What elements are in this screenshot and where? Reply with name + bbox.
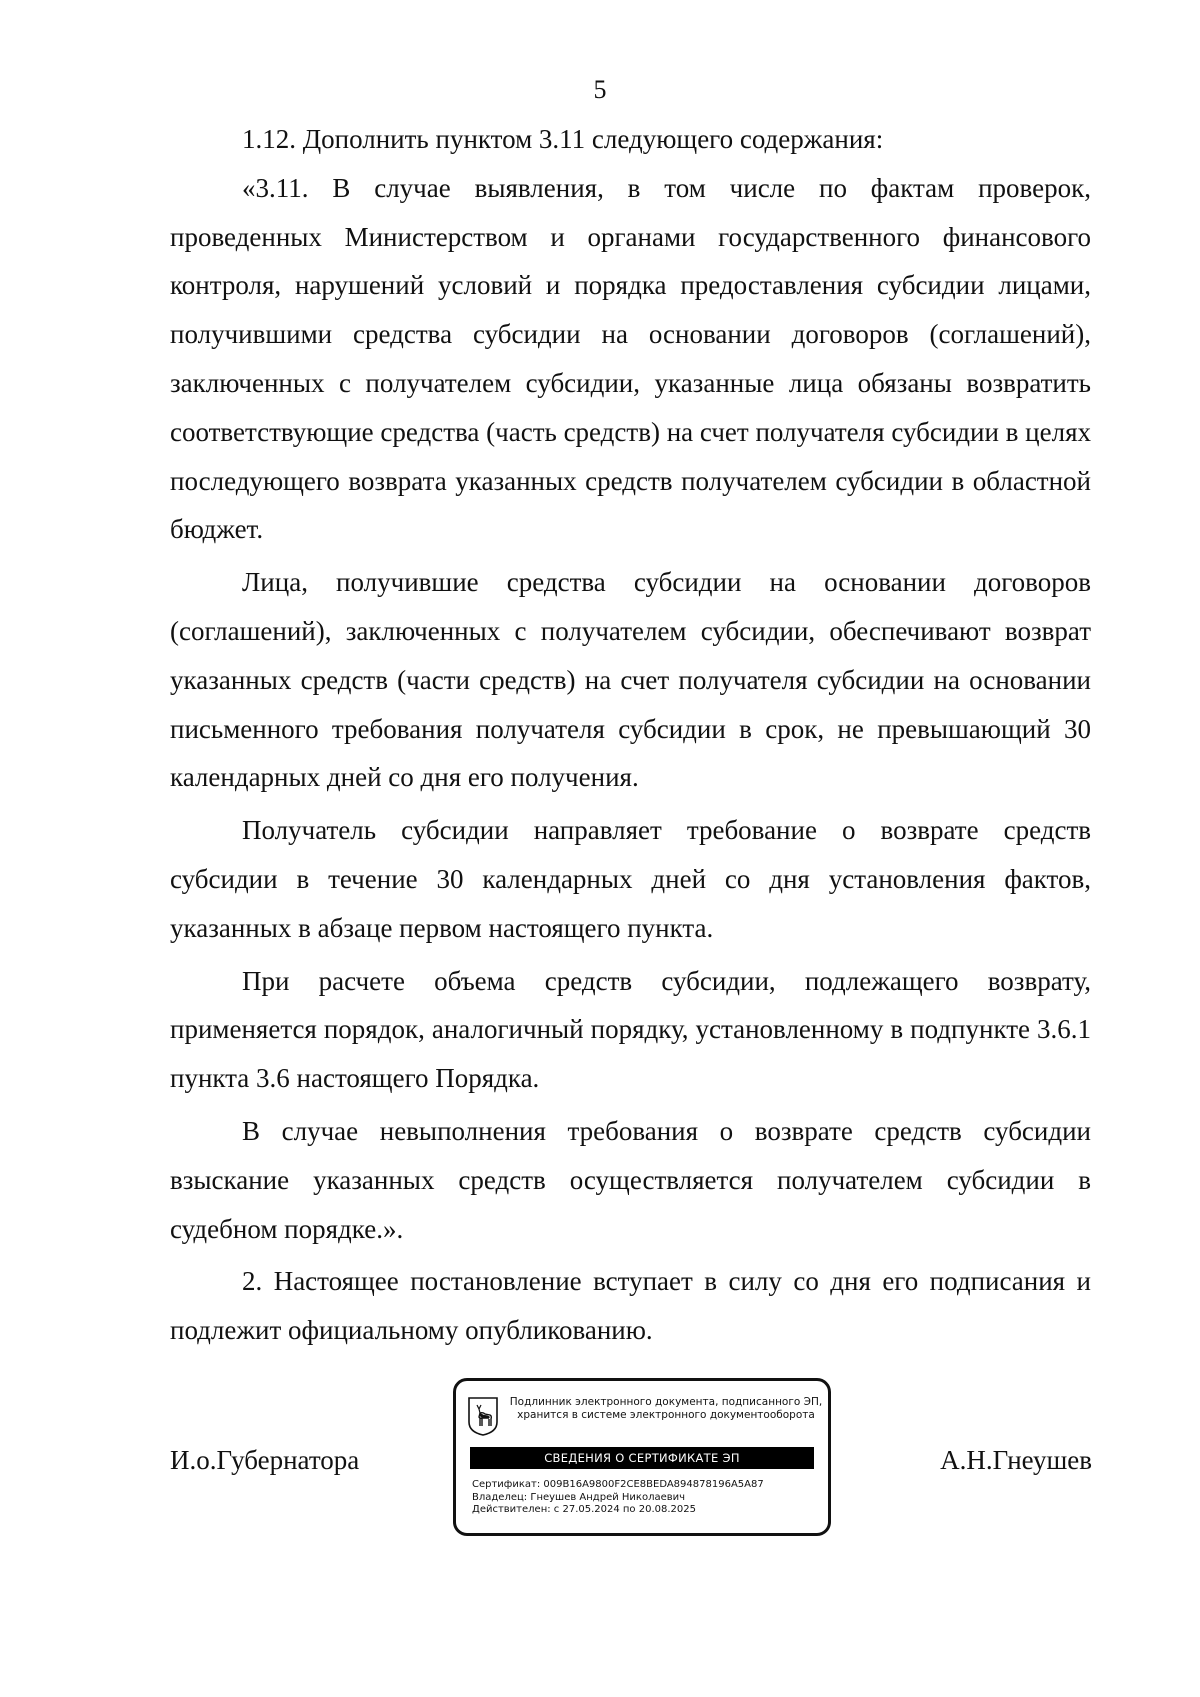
stamp-certificate-owner: Владелец: Гнеушев Андрей Николаевич: [472, 1491, 686, 1503]
paragraph-calculation-order: При расчете объема средств субсидии, подлежащего возврату, применяется порядок, аналогичный порядку, установленному в подпункте 3.6.1 пункта 3.6 настоящего Порядка.: [170, 965, 1091, 1094]
paragraph-entry-into-force: 2. Настоящее постановление вступает в силу со дня его подписания и подлежит официальному опубликованию.: [170, 1266, 1091, 1346]
stamp-certificate-number: Сертификат: 009B16A9800F2CE8BEDA894878196A5A87: [472, 1479, 764, 1490]
paragraph-return-request: Получатель субсидии направляет требование о возврате средств субсидии в течение 30 календарных дней со дня установления фактов, указанных в абзаце первом настоящего пункта.: [170, 815, 1091, 943]
page-number: 5: [593, 75, 607, 104]
stamp-certificate-details: [472, 1479, 822, 1517]
signatory-position: И.о.Губернатора: [170, 1445, 360, 1475]
stamp-certificate-banner: СВЕДЕНИЯ О СЕРТИФИКАТЕ ЭП: [470, 1447, 814, 1469]
stamp-header-line: Подлинник электронного документа, подписанного ЭП,: [509, 1396, 823, 1408]
stamp-header-line: хранится в системе электронного документооборота: [517, 1409, 815, 1421]
electronic-signature-stamp: [453, 1378, 831, 1536]
paragraph-clause-3-11: «3.11. В случае выявления, в том числе по фактам проверок, проведенных Министерством и органами государственного финансового контроля, нарушений условий и порядка предоставления субсидии лицами, получившими средства субсидии на основании договоров (соглашений), заключенных с получателем субсидии, указанные лица обязаны возвратить соответствующие средства (часть средств) на счет получателя субсидии в целях последующего возврата указанных средств получателем субсидии в областной бюджет.: [170, 172, 1091, 545]
paragraph-judicial-recovery: В случае невыполнения требования о возврате средств субсидии взыскание указанных средств осуществляется получателем субсидии в судебном порядке.».: [170, 1115, 1091, 1244]
paragraph-recipients-obligation: Лица, получившие средства субсидии на основании договоров (соглашений), заключенных с получателем субсидии, обеспечивают возврат указанных средств (части средств) на счет получателя субсидии на основании письменного требования получателя субсидии в срок, не превышающий 30 календарных дней со дня его получения.: [170, 567, 1091, 793]
document-body: [170, 115, 1091, 1355]
stamp-header: [508, 1396, 824, 1422]
paragraph-amendment-intro: 1.12. Дополнить пунктом 3.11 следующего содержания:: [242, 124, 884, 154]
stamp-certificate-validity: Действителен: с 27.05.2024 по 20.08.2025: [472, 1504, 696, 1515]
signatory-name: А.Н.Гнеушев: [940, 1445, 1092, 1475]
deer-emblem-icon: [467, 1396, 499, 1436]
